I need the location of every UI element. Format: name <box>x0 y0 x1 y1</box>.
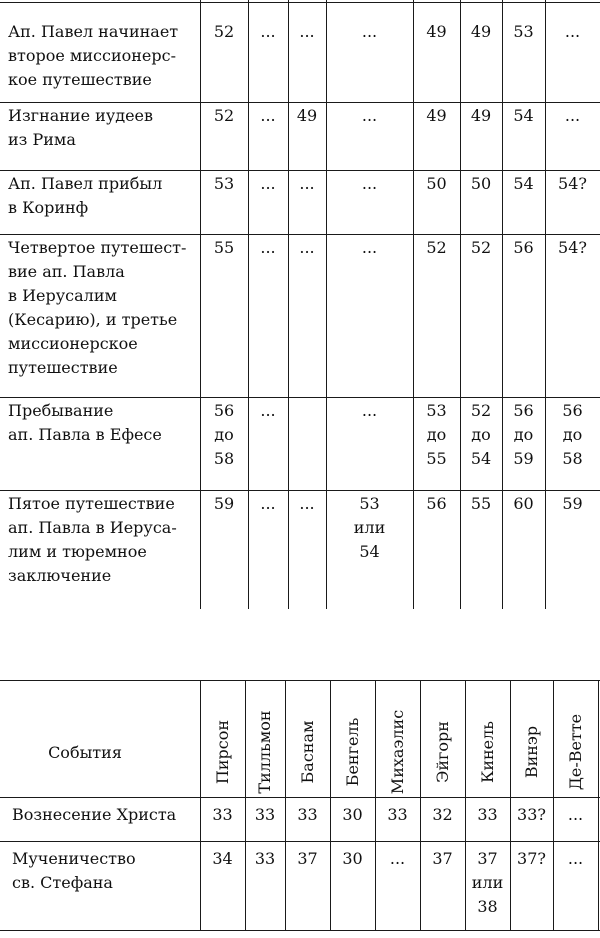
event-label-line: кое путешествие <box>8 70 152 89</box>
year-value: 33 <box>254 849 276 868</box>
year-value: 33 <box>477 805 498 824</box>
year-value: 52 <box>213 106 235 125</box>
event-label-line: Пятое путешествие <box>8 494 175 513</box>
column-divider <box>545 0 546 609</box>
year-value: до <box>426 425 447 444</box>
year-value: 33 <box>212 805 233 824</box>
year-value: 52 <box>470 401 492 420</box>
year-value: ... <box>299 174 315 193</box>
event-label-line: из Рима <box>8 130 76 149</box>
year-value: ... <box>564 22 581 41</box>
year-value: 30 <box>342 805 363 824</box>
year-value: или <box>471 873 504 892</box>
year-value: ... <box>299 238 315 257</box>
year-value: 59 <box>213 494 235 513</box>
year-value: 34 <box>212 849 233 868</box>
column-divider <box>598 680 599 930</box>
row-divider <box>0 490 600 491</box>
row-divider <box>0 234 600 235</box>
event-label-line: миссионерское <box>8 334 138 353</box>
event-label-line: лим и тюремное <box>8 542 147 561</box>
event-column-header: События <box>48 743 122 762</box>
year-value: 33 <box>254 805 276 824</box>
year-value: 49 <box>426 106 447 125</box>
year-value: 30 <box>342 849 363 868</box>
year-value: ... <box>260 22 276 41</box>
table2-bottom-rule <box>0 930 600 931</box>
event-label-line: Четвертое путешест- <box>8 238 187 257</box>
event-label-line: ап. Павла в Ефесе <box>8 425 162 444</box>
year-value: 55 <box>470 494 492 513</box>
author-column-header: Винэр <box>521 725 541 779</box>
year-value: до <box>562 425 583 444</box>
author-column-header: Пирсон <box>212 719 232 785</box>
year-value: 58 <box>562 449 583 468</box>
event-label-line: в Иерусалим <box>8 286 117 305</box>
author-column-header: Тилльмон <box>255 710 274 794</box>
year-value: до <box>214 425 234 444</box>
event-label-line: заключение <box>8 566 112 585</box>
year-value: 33? <box>517 805 546 824</box>
event-label-line: Пребывание <box>8 401 114 420</box>
year-value: ... <box>361 22 378 41</box>
year-value: или <box>353 518 386 537</box>
year-value: ... <box>361 174 378 193</box>
year-value: 54 <box>513 106 534 125</box>
year-value: 58 <box>213 449 235 468</box>
author-column-header: Бенгель <box>342 717 362 787</box>
year-value: 49 <box>470 22 492 41</box>
year-value: ... <box>260 174 276 193</box>
year-value: ... <box>260 401 276 420</box>
year-value: 60 <box>513 494 534 513</box>
year-value: 37? <box>517 849 546 868</box>
year-value: ... <box>389 849 406 868</box>
year-value: ... <box>567 849 584 868</box>
table1-top-rule <box>0 2 600 3</box>
year-value: до <box>513 425 534 444</box>
year-value: 50 <box>470 174 492 193</box>
year-value: ... <box>361 401 378 420</box>
column-divider <box>248 0 249 609</box>
event-label-line: путешествие <box>8 358 118 377</box>
event-label-line: св. Стефана <box>12 873 113 892</box>
year-value: 49 <box>426 22 447 41</box>
year-value: 59 <box>562 494 583 513</box>
event-label-line: Ап. Павел начинает <box>8 22 179 41</box>
year-value: 53 <box>359 494 380 513</box>
row-divider <box>0 170 600 171</box>
year-value: ... <box>564 106 581 125</box>
year-value: 56 <box>426 494 447 513</box>
author-column-header: Баснам <box>297 720 317 784</box>
author-column-header: Де-Ветте <box>565 713 585 791</box>
year-value: 55 <box>426 449 447 468</box>
year-value: 52 <box>426 238 447 257</box>
year-value: 54 <box>359 542 380 561</box>
year-value: ... <box>361 238 378 257</box>
year-value: 56 <box>213 401 235 420</box>
year-value: 53 <box>426 401 447 420</box>
year-value: 33 <box>387 805 408 824</box>
year-value: ... <box>260 106 276 125</box>
year-value: 54 <box>513 174 534 193</box>
year-value: 33 <box>297 805 318 824</box>
year-value: до <box>471 425 491 444</box>
event-label-line: Вознесение Христа <box>12 805 177 824</box>
year-value: 56 <box>513 401 534 420</box>
year-value: ... <box>260 494 276 513</box>
event-label-line: ап. Павла в Иеруса- <box>8 518 177 537</box>
author-column-header: Михаэлис <box>387 709 407 795</box>
column-divider <box>502 0 503 609</box>
column-divider <box>460 0 461 609</box>
year-value: 38 <box>477 897 498 916</box>
year-value: 56 <box>513 238 534 257</box>
author-column-header: Кинель <box>477 720 497 784</box>
year-value: 49 <box>470 106 492 125</box>
author-column-header: Эйгорн <box>432 721 452 783</box>
year-value: 53 <box>213 174 235 193</box>
column-divider <box>200 0 201 609</box>
year-value: 32 <box>432 805 453 824</box>
year-value: ... <box>299 494 315 513</box>
year-value: 54? <box>558 174 587 193</box>
year-value: ... <box>567 805 584 824</box>
year-value: 37 <box>477 849 498 868</box>
year-value: 53 <box>513 22 534 41</box>
year-value: 56 <box>562 401 583 420</box>
year-value: ... <box>361 106 378 125</box>
column-divider <box>288 0 289 609</box>
event-label-line: Мученичество <box>12 849 136 868</box>
row-divider <box>0 102 600 103</box>
year-value: 52 <box>470 238 492 257</box>
column-divider <box>413 0 414 609</box>
year-value: ... <box>260 238 276 257</box>
year-value: 52 <box>213 22 235 41</box>
year-value: 37 <box>297 849 318 868</box>
event-label-line: второе миссионерс- <box>8 46 176 65</box>
year-value: 50 <box>426 174 447 193</box>
year-value: 59 <box>513 449 534 468</box>
year-value: 37 <box>432 849 453 868</box>
event-label-line: в Коринф <box>8 198 89 217</box>
event-label-line: Изгнание иудеев <box>8 106 154 125</box>
event-label-line: вие ап. Павла <box>8 262 125 281</box>
year-value: 49 <box>296 106 318 125</box>
year-value: 54 <box>470 449 492 468</box>
year-value: 54? <box>558 238 587 257</box>
year-value: 55 <box>213 238 235 257</box>
event-label-line: Ап. Павел прибыл <box>8 174 163 193</box>
row-divider <box>0 397 600 398</box>
event-label-line: (Кесарию), и третье <box>8 310 178 329</box>
year-value: ... <box>299 22 315 41</box>
